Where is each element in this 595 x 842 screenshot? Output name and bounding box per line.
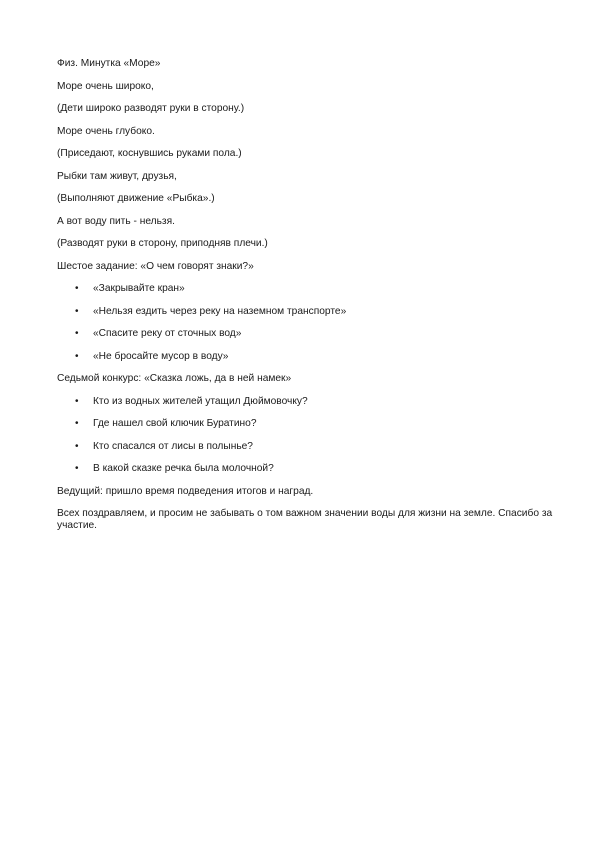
list-item-text: «Спасите реку от сточных вод»	[93, 328, 242, 339]
list-item	[57, 351, 557, 363]
list-item-text: «Закрывайте кран»	[93, 283, 185, 294]
stage-direction: (Разводят руки в сторону, приподняв плечи.)	[57, 238, 268, 249]
bullet-icon: •	[75, 328, 79, 339]
bullet-icon: •	[75, 305, 79, 317]
list-item-text: Где нашел свой ключик Буратино?	[93, 418, 257, 429]
task-six-heading: Шестое задание: «О чем говорят знаки?»	[57, 260, 254, 272]
document-body	[57, 58, 557, 532]
list-item	[57, 418, 557, 430]
poem-line: А вот воду пить - нельзя.	[57, 215, 175, 227]
bullet-icon: •	[75, 463, 79, 474]
list-item	[57, 283, 557, 295]
stage-direction: (Приседают, коснувшись руками пола.)	[57, 148, 242, 159]
bullet-icon: •	[75, 395, 79, 407]
list-item-text: В какой сказке речка была молочной?	[93, 463, 274, 474]
list-item	[57, 328, 557, 340]
section-title-fizminutka: Физ. Минутка «Море»	[57, 58, 161, 69]
poem-line: Море очень глубоко.	[57, 125, 155, 137]
contest-seven-heading: Седьмой конкурс: «Сказка ложь, да в ней намек»	[57, 373, 292, 384]
list-item-text: «Нельзя ездить через реку на наземном транспорте»	[93, 305, 347, 317]
bullet-icon: •	[75, 418, 79, 429]
list-item-text: Кто из водных жителей утащил Дюймовочку?	[93, 395, 308, 407]
poem-line: Рыбки там живут, друзья,	[57, 170, 177, 182]
poem-line: Море очень широко,	[57, 80, 154, 92]
stage-direction: (Дети широко разводят руки в сторону.)	[57, 103, 245, 114]
task-six-list	[57, 283, 557, 363]
list-item-text: Кто спасался от лисы в полынье?	[93, 440, 253, 452]
stage-direction: (Выполняют движение «Рыбка».)	[57, 193, 215, 204]
list-item	[57, 441, 557, 453]
bullet-icon: •	[75, 440, 79, 452]
host-closing-line: Ведущий: пришло время подведения итогов и наград.	[57, 485, 314, 497]
list-item	[57, 463, 557, 475]
closing-thanks: Всех поздравляем, и просим не забывать о том важном значении воды для жизни на земле. Спасибо за участие.	[57, 508, 553, 531]
list-item	[57, 306, 557, 318]
list-item	[57, 396, 557, 408]
bullet-icon: •	[75, 283, 79, 294]
list-item-text: «Не бросайте мусор в воду»	[93, 350, 229, 362]
bullet-icon: •	[75, 350, 79, 362]
contest-seven-list	[57, 396, 557, 476]
